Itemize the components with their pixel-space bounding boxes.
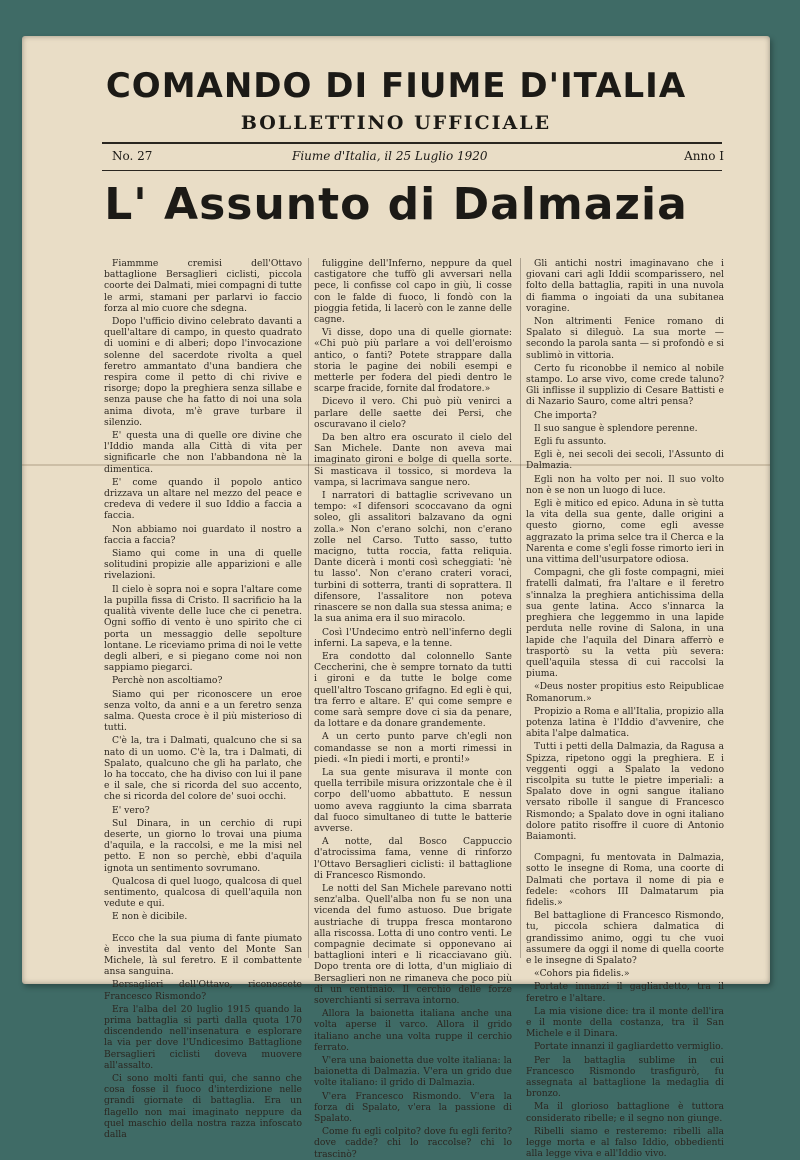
article-paragraph: C'è la, tra i Dalmati, qualcuno che si sa nato di un uomo. C'è la, tra i Dalmati, di Spalato, qualcuno che gli ha parlato, che lo ha toccato, che ha diviso con lui il pane e il sale, che si ricorda del suo accento, che si ricorda del colore de' suoi occhi. — [104, 735, 302, 803]
article-paragraph: Il suo sangue è splendore perenne. — [534, 422, 698, 434]
article-paragraph: Che importa? — [534, 409, 597, 421]
article-paragraph: Bersaglieri dell'Ottavo, riconoscete Francesco Rismondo? — [104, 979, 302, 1002]
article-paragraph: Ecco che la sua piuma di fante piumato è investita dal vento del Monte San Michele, là sul feretro. E il combattente ansa sanguina. — [104, 932, 302, 978]
article-paragraph: fuliggine dell'Inferno, neppure da quel castigatore che tuffò gli avversari nella pece, li confisse col capo in giù, li cosse con le falde di fuoco, li fondò con la pioggia fetida, li lacerò con le zanne delle cagne. — [314, 258, 512, 326]
article-paragraph: Le notti del San Michele parevano notti senz'alba. Quell'alba non fu se non una vicenda del fumo astuoso. Due brigate austriache di truppa fresca montarono alla riscossa. Lotta di uno contro venti. Le compagnie decimate si opponevano ai battaglioni interi e li ricacciavano giù. Dopo trenta ore di lotta, d'un migliaio di Bersaglieri non ne rimaneva che poco più di un centinaio. Il cerchio delle forze soverchianti si serrava intorno. — [314, 882, 512, 1006]
article-paragraph: Sul Dinara, in un cerchio di rupi deserte, un giorno lo trovai una piuma d'aquila, e la raccolsi, e me la misi nel petto. E non so perchè, ebbi d'aquila ignota un sentimento sovrumano. — [104, 817, 302, 874]
article-paragraph: Certo fu riconobbe il nemico al nobile stampo. Lo arse vivo, come crede taluno? Gli inflisse il supplizio di Cesare Battisti e di Nazario Sauro, come altri pensa? — [526, 362, 724, 408]
article-paragraph: Compagni, fu mentovata in Dalmazia, sotto le insegne di Roma, una coorte di Dalmati che portava il nome di pia e fedele: «cohors III Dalmatarum pia fidelis.» — [526, 852, 724, 908]
column-divider — [308, 258, 309, 958]
article-paragraph: Egli è mitico ed epico. Aduna in sè tutta la vita della sua gente, dalle origini a questo giorno, come egli avesse aggrazato la prima selce tra il Cherca e la Narenta e come s'egli fosse rimorto ieri in una vittima dell'usurpatore odiosa. — [526, 498, 724, 566]
article-paragraph: Il cielo è sopra noi e sopra l'altare come la pupilla fissa di Cristo. Il sacrificio ha la qualità vivente delle luce che ci penetra. Ogni soffio di vento è uno spirito che ci porta un messaggio delle sepolture lontane. Le riceviamo prima di noi le vette degli alberi, e si piegano come noi non sappiamo piegarci. — [104, 583, 303, 674]
article-paragraph: Così l'Undecimo entrò nell'inferno degli inferni. La sapeva, e la tenne. — [314, 626, 512, 649]
article-paragraph: Siamo qui per riconoscere un eroe senza volto, da anni e a un feretro senza salma. Questa croce è il più misterioso di tutti. — [104, 688, 302, 734]
article-paragraph: Fiammme cremisi dell'Ottavo battaglione Bersaglieri ciclisti, piccola coorte dei Dalmati, miei compagni di tutte le armi, stamani per parlarvi io faccio forza al mio cuore che sdegna. — [104, 258, 302, 314]
article-paragraph: Era l'alba del 20 luglio 1915 quando la prima battaglia si partì dalla quota 170 discendendo nell'insenatura e esplorare la via per dove l'Undicesimo Battaglione Bersaglieri ciclisti doveva muovere all'assalto. — [104, 1003, 302, 1071]
article-column-1 — [104, 258, 303, 1141]
article-paragraph: Allora la baionetta italiana anche una volta aperse il varco. Allora il grido italiano anche una volta ruppe il cerchio ferrato. — [314, 1008, 512, 1053]
article-paragraph: Per la battaglia sublime in cui Francesco Rismondo trasfigurò, fu assegnata al battaglione la medaglia di bronzo. — [526, 1054, 724, 1100]
masthead-rule-top — [102, 142, 722, 144]
article-paragraph: Non altrimenti Fenice romano di Spalato si dileguò. La sua morte — secondo la parola santa — si profondò e si sublimò in vittoria. — [526, 316, 724, 361]
newspaper-page — [22, 36, 770, 1160]
article-paragraph: Ma il glorioso battaglione è tuttora considerato ribelle; e il segno non giunge. — [526, 1101, 724, 1124]
article-paragraph: Egli è, nei secoli dei secoli, l'Assunto di Dalmazia. — [526, 449, 724, 472]
article-paragraph: Perchè non ascoltiamo? — [112, 675, 223, 687]
article-paragraph: Gli antichi nostri imaginavano che i giovani cari agli Iddii scomparissero, nel folto della battaglia, rapiti in una nuvola di fiamma o ingoiati da una subitanea voragine. — [526, 258, 724, 314]
place-date: Fiume d'Italia, il 25 Luglio 1920 — [292, 149, 488, 163]
article-paragraph: V'era Francesco Rismondo. V'era la forza di Spalato, v'era la passione di Spalato. — [314, 1090, 512, 1125]
article-paragraph: «Deus noster propitius esto Reipublicae Romanorum.» — [526, 681, 724, 704]
article-paragraph: Egli non ha volto per noi. Il suo volto non è se non un luogo di luce. — [526, 473, 724, 496]
article-title: L' Assunto di Dalmazia — [104, 179, 688, 230]
article-column-2 — [314, 258, 512, 1160]
article-paragraph: E' questa una di quelle ore divine che l'Iddio manda alla Città di vita per significarle che non l'abbandona nè la dimentica. — [104, 430, 302, 475]
issue-year: Anno I — [684, 149, 724, 163]
article-paragraph: Siamo qui come in una di quelle solitudini propizie alle apparizioni e alle rivelazioni. — [104, 548, 302, 582]
article-paragraph: E non è dicibile. — [112, 911, 188, 923]
article-paragraph: Non abbiamo noi guardato il nostro a faccia a faccia? — [104, 523, 302, 546]
article-paragraph: Portate innanzi il gagliardetto vermiglio. — [534, 1041, 724, 1053]
article-paragraph: Ribelli siamo e resteremo: ribelli alla legge morta e al falso Iddio, obbedienti alla legge viva e all'Iddio vivo. — [526, 1125, 724, 1160]
masthead: COMANDO DI FIUME D'ITALIA — [105, 66, 687, 106]
article-paragraph: Vi disse, dopo una di quelle giornate: «Chi può più parlare a voi dell'eroismo antico, o fanti? Potete strappare dalla storia le pagine dei nobili esempi e metterle per fodera del piedi dentro le scarpe fracide, fornite dal frodatore.» — [314, 327, 512, 395]
article-paragraph: Dicevo il vero. Chi può più venirci a parlare delle saette dei Persi, che oscuravano il cielo? — [314, 396, 512, 430]
article-paragraph: Egli fu assunto. — [534, 436, 607, 448]
article-paragraph: Propizio a Roma e all'Italia, propizio alla potenza latina è l'Iddio d'avvenire, che abita l'alpe dalmatica. — [526, 705, 724, 740]
column-divider — [520, 258, 521, 958]
issue-info-line — [112, 149, 724, 167]
article-paragraph: «Cohors pia fidelis.» — [534, 968, 630, 980]
article-paragraph: E' vero? — [112, 804, 150, 816]
issue-number: No. 27 — [112, 149, 153, 163]
article-paragraph: La mia visione dice: tra il monte dell'ira e il monte della costanza, tra il San Michele e il Dinara. — [526, 1005, 724, 1040]
article-paragraph: Qualcosa di quel luogo, qualcosa di quel sentimento, qualcosa di quell'aquila non vedute e qui. — [104, 875, 302, 910]
article-paragraph: Era condotto dal colonnello Sante Ceccherini, che è sempre tornato da tutti i gironi e da tutte le bolge come quell'altro Toscano grifagno. Ed egli è qui, tra ferro e altare. E' qui come sempre e come sarà sempre dove ci sia da penare, da lottare e da donare grandemente. — [314, 650, 512, 730]
article-paragraph: Ci sono molti fanti qui, che sanno che cosa fosse il fuoco d'interdizione nelle grandi giornate di battaglia. Era un flagello non mai imaginato neppure da quel maschio della nostra razza infoscato dalla — [104, 1073, 302, 1141]
article-paragraph: I narratori di battaglie scrivevano un tempo: «I difensori scoccavano da ogni soleo, gli assalitori balzavano da ogni zolla.» Non c'erano solchi, non c'erano zolle nel Carso. Tutto sasso, tutto macigno, tutta roccia, fatta reliquia. Dante dicerà i monti così scheggiati: 'nè tu lasso'. Non c'erano crateri voraci, turbini di sotterra, tranti di soprattera. Il difensore, l'assalitore non poteva rinascere se non dalla sua stessa anima; e la sua anima era il suo miracolo. — [314, 490, 512, 625]
article-paragraph: E' come quando il popolo antico drizzava un altare nel mezzo del peace e credeva di vedere il suo Iddio a faccia a faccia. — [104, 476, 302, 522]
article-paragraph: Portate innanzi il gagliardetto, tra il feretro e l'altare. — [526, 981, 724, 1004]
masthead-rule-bottom — [102, 170, 722, 171]
article-paragraph: A notte, dal Bosco Cappuccio d'atrocissima fama, venne di rinforzo l'Ottavo Bersaglieri ciclisti: il battaglione di Francesco Rismondo. — [314, 836, 512, 881]
subheading: BOLLETTINO UFFICIALE — [240, 112, 552, 134]
article-column-3 — [526, 258, 724, 1160]
article-paragraph: A un certo punto parve ch'egli non comandasse se non a morti rimessi in piedi. «In piedi i morti, e pronti!» — [314, 731, 512, 765]
article-paragraph: La sua gente misurava il monte con quella terribile misura orizzontale che è il corpo dell'uomo abbattuto. E nessun uomo aveva raggiunto la cima sbarrata dal fuoco simultaneo di tutte le batterie avverse. — [314, 766, 512, 834]
article-paragraph: V'era una baionetta due volte italiana: la baionetta di Dalmazia. V'era un grido due volte italiano: il grido di Dalmazia. — [314, 1055, 512, 1089]
article-paragraph: Da ben altro era oscurato il cielo del San Michele. Dante non aveva mai imaginato gironi e bolge di quella sorte. Si masticava il tossico, si mordeva la vampa, si lacrimava sangue nero. — [314, 432, 512, 488]
article-paragraph: Bel battaglione di Francesco Rismondo, tu, piccola schiera dalmatica di grandissimo animo, oggi tu che vuoi assumere da oggi il nome di quella coorte e le insegne di Spalato? — [526, 910, 724, 966]
article-body — [104, 258, 724, 1160]
article-paragraph: Tutti i petti della Dalmazia, da Ragusa a Spizza, ripetono oggi la preghiera. E i veggenti oggi a Spalato la vedono riscolpita su tutte le pietre imperiali: a Spalato dove in ogni sangue italiano versato ribolle il sangue di Francesco Rismondo; a Spalato dove in ogni italiano dolore patito risoffre il cuore di Antonio Baiamonti. — [526, 741, 724, 842]
article-paragraph: Dopo l'ufficio divino celebrato davanti a quell'altare di campo, in questo quadrato di uomini e di alberi; dopo l'invocazione solenne del sacerdote rivolta a quel feretro ammantato d'una bandiera che respira come il petto di chi rivive e risorge; dopo la preghiera senza sillabe e senza pause che ha fatto di noi una sola anima divota, m'è grave turbare il silenzio. — [104, 316, 302, 428]
article-paragraph: Come fu egli colpito? dove fu egli ferito? dove cadde? chi lo raccolse? chi lo trascinò? — [314, 1126, 512, 1160]
article-paragraph: Compagni, che gli foste compagni, miei fratelli dalmati, fra l'altare e il feretro s'innalza la preghiera antichissima della sua gente latina. Acco s'innarca la preghiera che leggemmo in una lapide perduta nelle rovine di Salona, in una lapide che l'aquila del Dinara afferrò e trasportò su la vetta più severa: quell'aquila stessa di cui raccolsi la piuma. — [526, 567, 724, 680]
